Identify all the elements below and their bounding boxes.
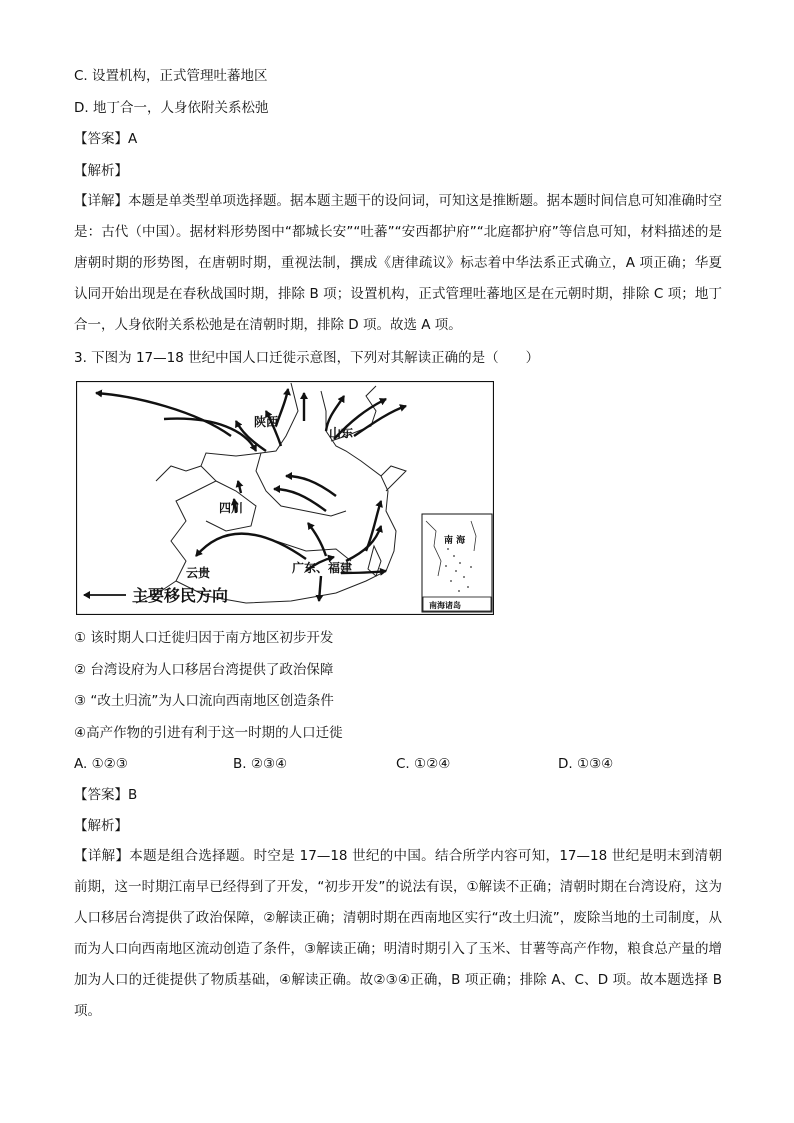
- statement-4: ④高产作物的引进有利于这一时期的人口迁徙: [74, 725, 343, 741]
- label-shandong: 山东: [329, 426, 354, 440]
- label-sichuan: 四川: [219, 501, 244, 515]
- option-b: B. ②③④: [233, 756, 288, 772]
- legend-label: 主要移民方向: [132, 586, 229, 605]
- statement-1: ① 该时期人口迁徙归因于南方地区初步开发: [74, 630, 334, 646]
- option-d: D. 地丁合一，人身依附关系松弛: [74, 100, 269, 116]
- label-yungui: 云贵: [186, 566, 211, 580]
- detail3-label: 【详解】: [74, 848, 130, 864]
- question-stem: 3. 下图为 17—18 世纪中国人口迁徙示意图，下列对其解读正确的是（ ）: [74, 350, 540, 366]
- analysis-label: 【解析】: [74, 163, 128, 179]
- option-c: C. 设置机构，正式管理吐蕃地区: [74, 68, 268, 84]
- answer3-label: 【答案】B: [74, 787, 138, 803]
- detail-text: 本题是单类型单项选择题。据本题主题干的设问词，可知这是推断题。据本题时间信息可知准确时空是：古代（中国）。据材料形势图中“都城长安”“吐蕃”“安西都护府”“北庭都护府”等信息可知，材料描述的是唐朝时期的形势图，在唐朝时期，重视法制，撰成《唐律疏议》标志着中华法系正式确立，A 项正确；华夏认同开始出现是在春秋战国时期，排除 B 项；设置机构，正式管理吐蕃地区是在元朝时期，排除 C 项；地丁合一，人身依附关系松弛是在清朝时期，排除 D 项。故选 A 项。: [74, 193, 722, 333]
- label-shaanxi: 陕西: [254, 415, 279, 429]
- detail3-paragraph: [74, 841, 722, 1027]
- analysis3-label: 【解析】: [74, 818, 128, 834]
- option-d3: D. ①③④: [558, 756, 614, 772]
- detail-label: 【详解】: [74, 193, 128, 209]
- label-south-sea: 南 海: [444, 536, 466, 546]
- label-south-sea-islands: 南海诸岛: [429, 601, 461, 610]
- statement-2: ② 台湾设府为人口移居台湾提供了政治保障: [74, 662, 334, 678]
- south-sea-inset: [422, 514, 492, 612]
- option-a: A. ①②③: [74, 756, 128, 772]
- detail3-text: 本题是组合选择题。时空是 17—18 世纪的中国。结合所学内容可知，17—18 世纪是明末到清朝前期，这一时期江南早已经得到了开发，“初步开发”的说法有误，①解读不正确；清朝时期在台湾设府，这为人口移居台湾提供了政治保障，②解读正确；清朝时期在西南地区实行“改土归流”，废除当地的土司制度，从而为人口向西南地区流动创造了条件，③解读正确；明清时期引入了玉米、甘薯等高产作物，粮食总产量的增加为人口的迁徙提供了物质基础，④解读正确。故②③④正确，B 项正确；排除 A、C、D 项。故本题选择 B 项。: [74, 848, 722, 1019]
- label-guangdong-fujian: 广东、福建: [292, 561, 353, 575]
- option-c3: C. ①②④: [396, 756, 451, 772]
- detail-paragraph: [74, 186, 722, 341]
- answer-label: 【答案】A: [74, 131, 138, 147]
- statement-3: ③ “改土归流”为人口流向西南地区创造条件: [74, 693, 334, 709]
- migration-map: [76, 381, 494, 615]
